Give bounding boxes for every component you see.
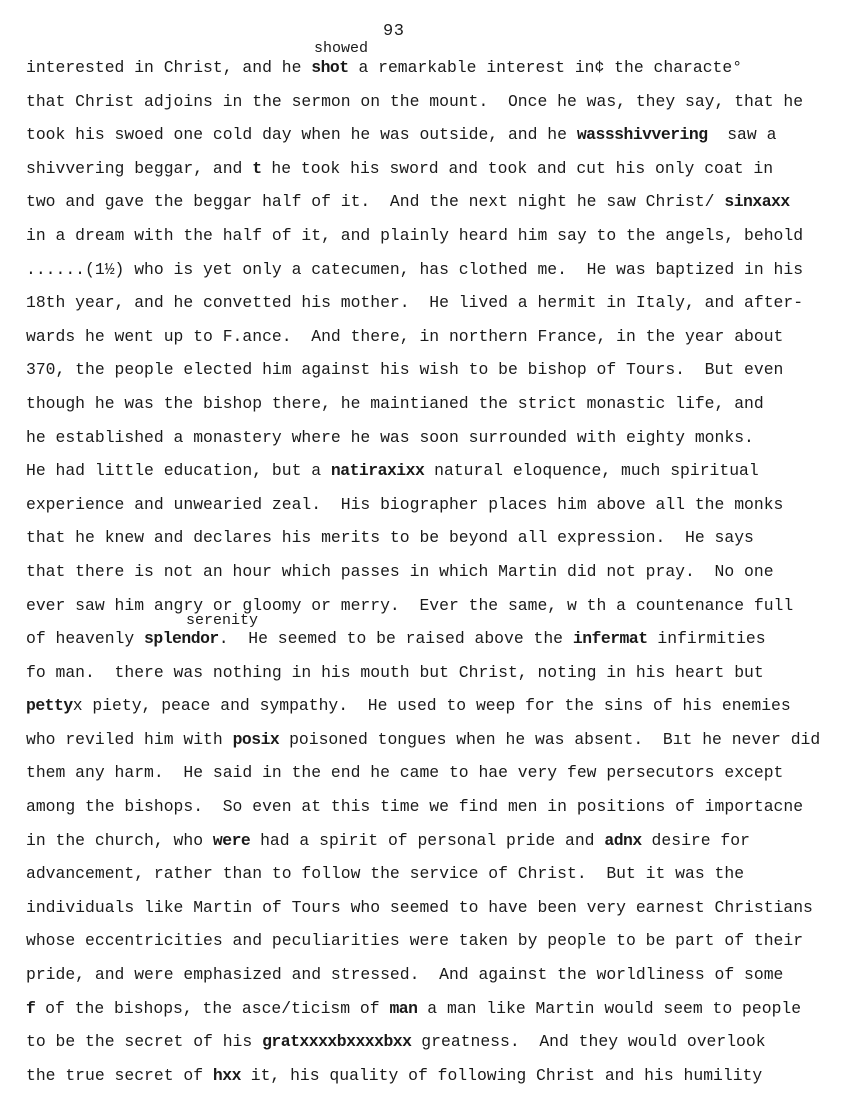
- line-text: whose eccentricities and peculiarities were taken by people to be part of their: [26, 931, 804, 951]
- line-text: 370, the people elected him against his wish to be bishop of Tours. But even: [26, 360, 784, 380]
- text-line: [26, 661, 846, 695]
- text-line: [26, 358, 846, 392]
- struck-out-text: splendor: [144, 629, 219, 649]
- line-text: took his swoed one cold day when he was outside, and he: [26, 125, 577, 145]
- text-line: [26, 694, 846, 728]
- text-line: [26, 392, 846, 426]
- text-line: [26, 459, 846, 493]
- text-line: [26, 929, 846, 963]
- line-text: two and gave the beggar half of it. And the next night he saw Christ/: [26, 192, 725, 212]
- text-line: [26, 997, 846, 1031]
- text-line: [26, 493, 846, 527]
- line-text: infirmities: [647, 629, 766, 649]
- line-text: of the bishops, the asce/ticism of: [35, 998, 390, 1018]
- text-line: [26, 560, 846, 594]
- line-text: to be the secret of his: [26, 1032, 263, 1052]
- struck-out-text: f: [26, 998, 36, 1018]
- line-text: a man like Martin would seem to people: [417, 998, 802, 1018]
- line-text: though he was the bishop there, he maintianed the strict monastic life, and: [26, 393, 764, 413]
- line-text: it, his quality of following Christ and his humility: [240, 1065, 763, 1085]
- line-text: of heavenly: [26, 629, 145, 649]
- text-line: [26, 426, 846, 460]
- text-line: [26, 1064, 846, 1098]
- text-line: [26, 862, 846, 896]
- line-text: in the church, who: [26, 830, 213, 850]
- struck-out-text: wassshivvering: [576, 125, 708, 145]
- text-line: [26, 627, 846, 661]
- text-line: [26, 829, 846, 863]
- line-text: interested in Christ, and he: [26, 58, 312, 77]
- line-text: desire for: [641, 830, 750, 850]
- text-line: [26, 291, 846, 325]
- text-line: [26, 526, 846, 560]
- text-line: [26, 761, 846, 795]
- line-text: natural eloquence, much spiritual: [424, 461, 759, 481]
- text-line: [26, 56, 846, 90]
- text-line: [26, 963, 846, 997]
- struck-out-text: man: [389, 998, 418, 1018]
- line-text: ......(1½) who is yet only a catecumen, has clothed me. He was baptized in his: [26, 259, 804, 279]
- line-text: pride, and were emphasized and stressed. And against the worldliness of some: [26, 965, 784, 985]
- text-line: [26, 157, 846, 191]
- typed-insertion-serenity: serenity: [186, 612, 259, 629]
- struck-out-text: adnx: [604, 830, 642, 850]
- struck-out-text: sinxaxx: [724, 192, 790, 212]
- struck-out-text: infermat: [572, 629, 648, 649]
- struck-out-text: hxx: [212, 1065, 241, 1085]
- text-line: [26, 1030, 846, 1064]
- line-text: fo man. there was nothing in his mouth but Christ, noting in his heart but: [26, 662, 764, 682]
- line-text: ever saw him angry or gloomy or merry. Ever the same, w th a countenance full: [26, 595, 794, 615]
- struck-out-text: shot: [311, 58, 349, 77]
- text-line: [26, 728, 846, 762]
- line-text: that he knew and declares his merits to be beyond all expression. He says: [26, 528, 754, 548]
- text-line: [26, 896, 846, 930]
- body-text: [26, 56, 846, 1097]
- text-line: [26, 325, 846, 359]
- line-text: He had little education, but a: [26, 461, 331, 481]
- line-text: a remarkable interest in¢ the characte°: [348, 58, 743, 77]
- line-text: he took his sword and took and cut his only coat in: [261, 158, 774, 178]
- line-text: who reviled him with: [26, 729, 233, 749]
- line-text: had a spirit of personal pride and: [250, 830, 605, 850]
- line-text: greatness. And they would overlook: [411, 1032, 766, 1052]
- page-number: 93: [383, 22, 405, 41]
- line-text: in a dream with the half of it, and plainly heard him say to the angels, behold: [26, 225, 804, 245]
- line-text: x piety, peace and sympathy. He used to weep for the sins of his enemies: [72, 696, 791, 716]
- line-text: them any harm. He said in the end he came to hae very few persecutors except: [26, 763, 784, 783]
- line-text: saw a: [707, 125, 777, 145]
- text-line: [26, 90, 846, 124]
- struck-out-text: gratxxxxbxxxxbxx: [262, 1032, 412, 1052]
- struck-out-text: petty: [26, 696, 73, 716]
- line-text: that there is not an hour which passes in which Martin did not pray. No one: [26, 561, 774, 581]
- text-line: [26, 123, 846, 157]
- text-line: [26, 258, 846, 292]
- text-line: [26, 795, 846, 829]
- text-line: [26, 190, 846, 224]
- handwritten-insertion-showed: showed: [314, 40, 369, 57]
- line-text: wards he went up to F.ance. And there, in northern France, in the year about: [26, 326, 784, 346]
- text-line: [26, 594, 846, 628]
- line-text: he established a monastery where he was soon surrounded with eighty monks.: [26, 427, 754, 447]
- line-text: among the bishops. So even at this time we find men in positions of importacne: [26, 797, 804, 817]
- line-text: the true secret of: [26, 1065, 213, 1085]
- line-text: that Christ adjoins in the sermon on the mount. Once he was, they say, that he: [26, 91, 804, 111]
- line-text: advancement, rather than to follow the service of Christ. But it was the: [26, 864, 745, 884]
- text-line: [26, 224, 846, 258]
- line-text: . He seemed to be raised above the: [218, 629, 573, 649]
- struck-out-text: were: [212, 830, 251, 850]
- line-text: individuals like Martin of Tours who seemed to have been very earnest Christians: [26, 897, 813, 917]
- line-text: shivvering beggar, and: [26, 158, 253, 178]
- struck-out-text: posix: [232, 729, 280, 749]
- line-text: 18th year, and he convetted his mother. He lived a hermit in Italy, and after-: [26, 293, 804, 313]
- struck-out-text: natiraxixx: [330, 461, 425, 481]
- line-text: experience and unwearied zeal. His biographer places him above all the monks: [26, 494, 784, 514]
- struck-out-text: t: [252, 158, 262, 178]
- line-text: poisoned tongues when he was absent. Bıt he never did: [279, 729, 821, 749]
